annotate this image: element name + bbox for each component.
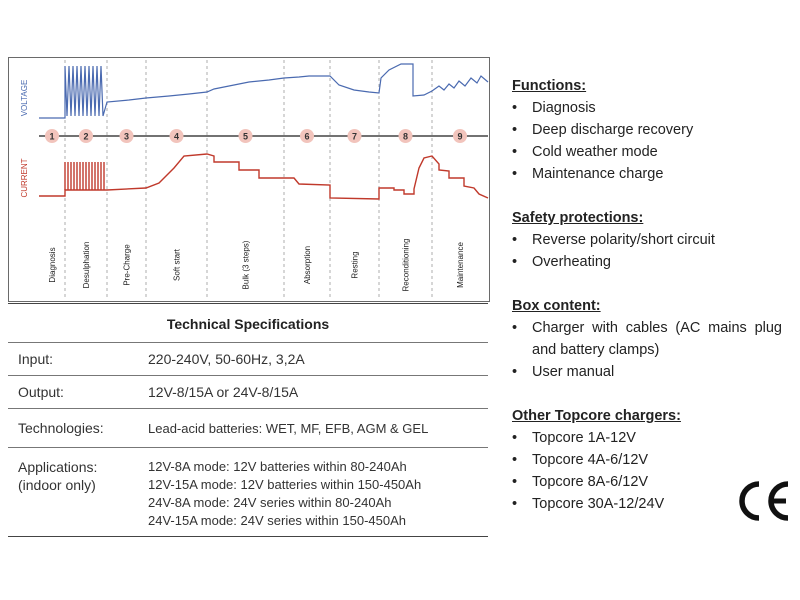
spec-row-technologies bbox=[8, 408, 488, 447]
spec-label: Output: bbox=[18, 384, 64, 400]
charging-curve-chart bbox=[8, 57, 490, 302]
stage-label: Reconditioning bbox=[401, 238, 411, 292]
safety-section bbox=[512, 210, 782, 273]
step-number: 8 bbox=[402, 131, 409, 142]
current-line bbox=[39, 154, 488, 199]
step-number: 4 bbox=[173, 131, 180, 142]
current-axis-label: CURRENT bbox=[20, 158, 29, 198]
list-item: • Topcore 8A-6/12V bbox=[512, 471, 782, 493]
spec-label: Input: bbox=[18, 351, 54, 367]
voltage-curve bbox=[39, 64, 488, 118]
list-item: • Charger with cables (AC mains plug and battery clamps) bbox=[512, 317, 782, 361]
spec-value: Lead-acid batteries: WET, MF, EFB, AGM & GEL bbox=[148, 420, 429, 436]
list-item: • Topcore 4A-6/12V bbox=[512, 449, 782, 471]
list-item: • Reverse polarity/short circuit bbox=[512, 229, 782, 251]
step-number: 2 bbox=[83, 131, 89, 142]
application-line: 12V-8A mode: 12V batteries within 80-240Ah bbox=[148, 459, 407, 474]
step-number: 5 bbox=[242, 131, 249, 142]
step-number: 6 bbox=[304, 131, 310, 142]
specs-title: Technical Specifications bbox=[8, 303, 488, 342]
stage-label: Diagnosis bbox=[48, 247, 57, 283]
step-number: 7 bbox=[351, 131, 358, 142]
applications-label: Applications: bbox=[18, 459, 98, 475]
functions-section bbox=[512, 78, 782, 185]
step-number: 3 bbox=[123, 131, 130, 142]
box-content-heading: Box content: bbox=[512, 298, 601, 314]
safety-heading: Safety protections: bbox=[512, 210, 644, 226]
list-item: • Deep discharge recovery bbox=[512, 119, 782, 141]
spec-row-applications bbox=[8, 447, 488, 537]
application-line: 12V-15A mode: 12V batteries within 150-450Ah bbox=[148, 477, 422, 492]
application-line: 24V-15A mode: 24V series within 150-450Ah bbox=[148, 513, 407, 528]
list-item: • Cold weather mode bbox=[512, 141, 782, 163]
functions-heading: Functions: bbox=[512, 78, 587, 94]
stage-label: Pre-Charge bbox=[122, 244, 132, 286]
stage-label: Soft start bbox=[172, 248, 182, 282]
voltage-axis-label: VOLTAGE bbox=[20, 79, 29, 117]
spec-label: Technologies: bbox=[18, 420, 104, 436]
other-chargers-heading: Other Topcore chargers: bbox=[512, 408, 681, 424]
stage-label: Maintenance bbox=[456, 242, 465, 288]
applications-sublabel: (indoor only) bbox=[18, 477, 96, 493]
step-number: 9 bbox=[457, 131, 463, 142]
safety-list bbox=[512, 229, 782, 273]
box-content-list bbox=[512, 317, 782, 383]
list-item: • Diagnosis bbox=[512, 97, 782, 119]
spec-value: 220-240V, 50-60Hz, 3,2A bbox=[148, 351, 305, 367]
ce-mark-logo bbox=[732, 478, 792, 524]
current-curve bbox=[39, 154, 488, 199]
functions-list bbox=[512, 97, 782, 185]
spec-row-input bbox=[8, 342, 488, 375]
stage-label: Absorption bbox=[303, 245, 312, 285]
stage-labels bbox=[48, 239, 465, 292]
list-item: • Topcore 30A-12/24V bbox=[512, 493, 782, 515]
technical-specifications bbox=[8, 303, 488, 537]
box-content-section bbox=[512, 298, 782, 383]
list-item: • Overheating bbox=[512, 251, 782, 273]
spec-value bbox=[148, 458, 488, 536]
step-number: 1 bbox=[49, 131, 55, 142]
charging-curve-svg bbox=[9, 58, 489, 301]
spec-row-output bbox=[8, 375, 488, 408]
stage-label: Desulphation bbox=[82, 241, 91, 289]
spec-value: 12V-8/15A or 24V-8/15A bbox=[148, 384, 299, 400]
list-item: • User manual bbox=[512, 361, 782, 383]
list-item: • Maintenance charge bbox=[512, 163, 782, 185]
spec-label bbox=[8, 458, 148, 536]
list-item: • Topcore 1A-12V bbox=[512, 427, 782, 449]
stage-label: Resting bbox=[350, 251, 360, 279]
application-line: 24V-8A mode: 24V series within 80-240Ah bbox=[148, 495, 392, 510]
stage-label: Bulk (3 steps) bbox=[241, 240, 251, 290]
